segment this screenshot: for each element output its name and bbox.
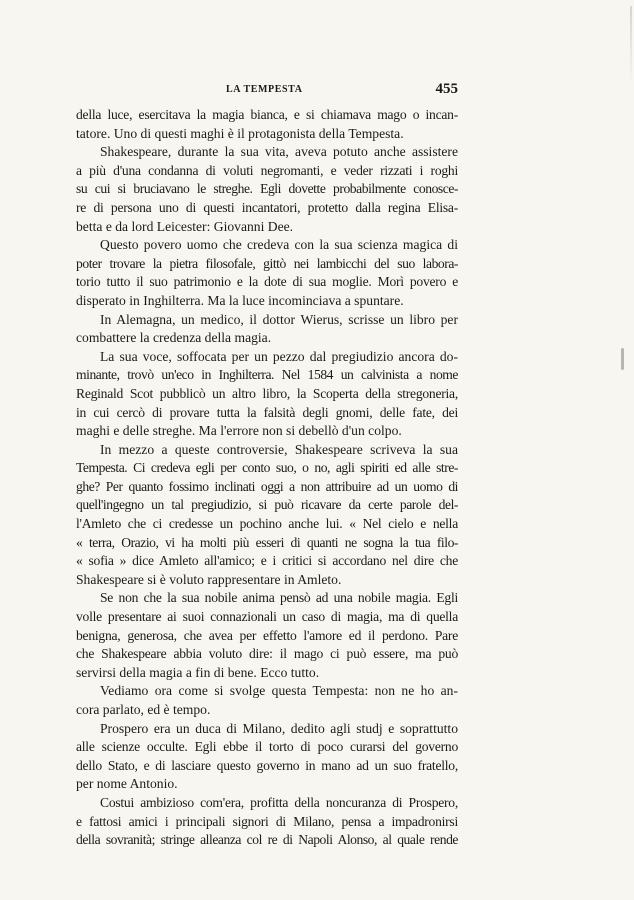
text-line: Costui ambizioso com'era, profitta della noncuranza di Prospero,	[100, 794, 458, 810]
text-line: a più d'una condanna di voluti negromanti, e veder rizzati i roghi	[76, 162, 458, 178]
text-line: della sovranità; stringe alleanza col re di Napoli Alonso, al quale rende	[76, 832, 458, 848]
text-line: Shakespeare si è voluto rappresentare in Amleto.	[76, 571, 342, 587]
text-line: minante, trovò un'eco in Inghilterra. Nel 1584 un calvinista a nome	[76, 367, 458, 383]
text-line: Questo povero uomo che credeva con la sua scienza magica di	[100, 237, 458, 253]
text-line: torio tutto il suo patrimonio e la dote di sua moglie. Morì povero e	[76, 274, 458, 290]
text-line: della luce, esercitava la magia bianca, e si chiamava mago o incan-	[76, 107, 458, 122]
text-line: « terra, Orazio, vi ha molti più esseri di quanti ne sogna la tua filo-	[76, 534, 458, 550]
text-line: per nome Antonio.	[76, 776, 178, 792]
text-line: dello Stato, e di lasciare questo governo in mano ad un suo fratello,	[76, 757, 458, 773]
text-line: disperato in Inghilterra. Ma la luce incominciava a spuntare.	[76, 292, 404, 308]
text-line: ghe? Per quanto fossimo inclinati oggi a non attribuire ad un uomo di	[76, 478, 458, 494]
running-head	[76, 81, 458, 102]
scan-edge-mark	[630, 6, 632, 86]
text-line: betta e da lord Leicester: Giovanni Dee.	[76, 218, 294, 234]
text-line: Vediamo ora come si svolge questa Tempesta: non ne ho an-	[100, 683, 458, 699]
text-line: quell'ingegno un tal pregiudizio, si può ricavare da certe parole del-	[76, 497, 458, 513]
text-line: poter trovare la pietra filosofale, gittò nei lambicchi del suo labora-	[76, 255, 458, 271]
text-line: Prospero era un duca di Milano, dedito agli studj e soprattutto	[100, 720, 458, 736]
text-line: alle scienze occulte. Egli ebbe il torto di poco curarsi del governo	[76, 739, 458, 755]
text-line: combattere la credenza della magia.	[76, 330, 272, 346]
text-line: Shakespeare, durante la sua vita, aveva potuto anche assistere	[100, 144, 458, 160]
text-line: in cui cercò di provare tutta la falsità degli gnomi, delle fate, dei	[76, 404, 458, 420]
text-line: La sua voce, soffocata per un pezzo dal pregiudizio ancora do-	[100, 348, 458, 364]
text-line: e fattosi amici i principali signori di Milano, pensa a impadronirsi	[76, 813, 458, 829]
text-line: Tempesta. Ci credeva egli per conto suo, o no, agli spiriti ed alle stre-	[76, 460, 458, 476]
text-line: tatore. Uno di questi maghi è il protagonista della Tempesta.	[76, 125, 404, 141]
text-line: maghi e delle streghe. Ma l'errore non si debellò d'un colpo.	[76, 423, 402, 439]
text-line: che Shakespeare abbia voluto dire: il mago ci può essere, ma può	[76, 646, 458, 662]
body-text	[76, 106, 458, 850]
text-line: su cui si bruciavano le streghe. Egli dovette probabilmente conosce-	[76, 181, 458, 197]
text-line: volle presentare ai suoi connazionali un caso di magia, ma di quella	[76, 609, 458, 625]
text-line: benigna, generosa, che avea per effetto l'amore ed il perdono. Pare	[76, 627, 458, 643]
text-line: Reginald Scot pubblicò un altro libro, la Scoperta della stregoneria,	[76, 385, 458, 401]
text-line: re di persona uno di questi incantatori, protetto dalla regina Elisa-	[76, 199, 458, 215]
text-line: « sofia » dice Amleto all'amico; e i critici si accordano nel dire che	[76, 553, 458, 569]
page-number: 455	[435, 81, 458, 97]
text-line: cora parlato, ed è tempo.	[76, 702, 211, 717]
scan-artifact-mark	[621, 348, 624, 370]
running-title: LA TEMPESTA	[226, 84, 303, 95]
text-line: Se non che la sua nobile anima pensò ad una nobile magia. Egli	[100, 590, 458, 606]
text-line: l'Amleto che ci credesse un pochino anche lui. « Nel cielo e nella	[76, 516, 458, 532]
text-line: In mezzo a queste controversie, Shakespeare scriveva la sua	[100, 441, 458, 457]
text-line: servirsi della magia a fin di bene. Ecco tutto.	[76, 664, 320, 680]
text-line: In Alemagna, un medico, il dottor Wierus, scrisse un libro per	[100, 311, 458, 327]
